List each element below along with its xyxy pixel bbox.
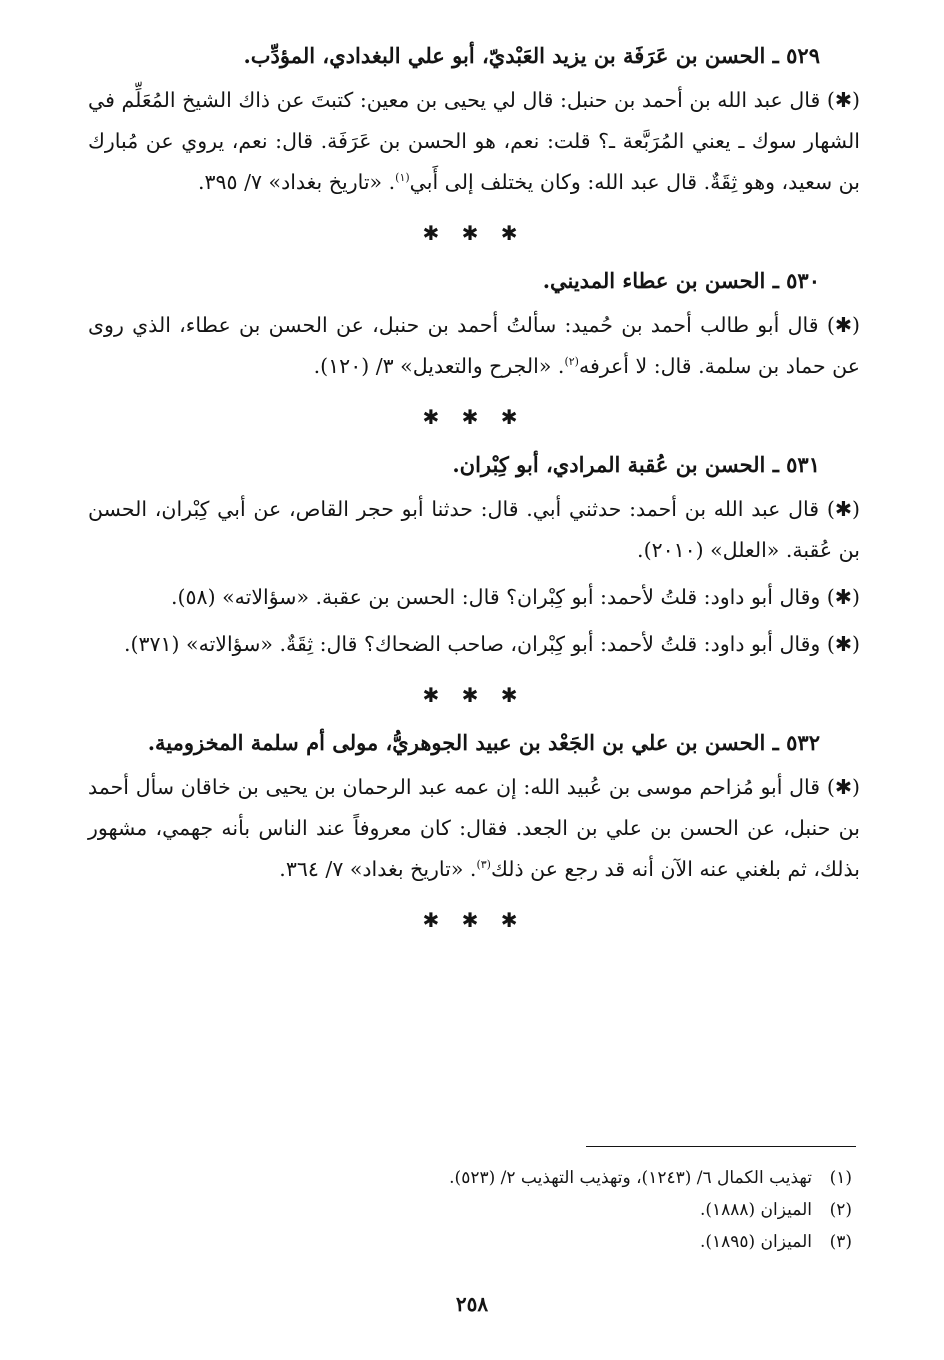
entry-heading: ٥٣١ ـ الحسن بن عُقبة المرادي، أبو كِبْران. (452, 452, 820, 477)
section-separator: ✱ ✱ ✱ (422, 908, 526, 932)
page-body (88, 40, 860, 952)
entry-heading: ٥٢٩ ـ الحسن بن عَرَفَة بن يزيد العَبْديّ، أبو علي البغدادي، المؤدِّب. (243, 43, 820, 68)
entry-paragraph: (✱) وقال أبو داود: قلتُ لأحمد: أبو كِبْران؟ قال: الحسن بن عقبة. «سؤالاته» (٥٨). (171, 585, 860, 609)
entry-paragraph (88, 767, 860, 890)
section-separator: ✱ ✱ ✱ (422, 221, 526, 245)
entry-heading: ٥٣٠ ـ الحسن بن عطاء المديني. (542, 268, 820, 293)
footnote-item (152, 1226, 852, 1258)
footnote-ref[interactable]: (٣) (476, 858, 491, 872)
footnote-text: الميزان (١٨٨٨). (699, 1200, 812, 1220)
footnote-divider (586, 1146, 856, 1147)
entry-530 (88, 265, 860, 387)
footnotes (152, 1162, 852, 1258)
entry-paragraph: (✱) قال عبد الله بن أحمد: حدثني أبي. قال: حدثنا أبو حجر القاص، عن أبي كِبْران، الحسن بن عُقبة. «العلل» (٢٠١٠). (88, 497, 860, 562)
footnote-number: (٢) (829, 1200, 852, 1220)
entry-529 (88, 40, 860, 203)
footnote-item (152, 1162, 852, 1194)
entry-heading: ٥٣٢ ـ الحسن بن علي بن الجَعْد بن عبيد الجوهريُّ، مولى أم سلمة المخزومية. (147, 730, 820, 755)
section-separator: ✱ ✱ ✱ (422, 683, 526, 707)
paragraph-source: . «تاريخ بغداد» ٧/ ٣٦٤. (279, 857, 477, 881)
footnote-ref[interactable]: (٢) (564, 355, 579, 369)
footnote-text: تهذيب الكمال ٦/ (١٢٤٣)، وتهذيب التهذيب ٢/ (٥٢٣). (449, 1168, 812, 1188)
paragraph-text: (✱) قال أبو مُزاحم موسى بن عُبيد الله: إن عمه عبد الرحمان بن يحيى بن خاقان سأل أحمد بن حنبل، عن الحسن بن علي بن الجعد. فقال: كان معروفاً عند الناس بأنه جهمي، مشهور بذلك، ثم بلغني عنه الآن أنه قد رجع عن ذلك (88, 775, 860, 881)
entry-531 (88, 449, 860, 665)
footnote-number: (٣) (829, 1232, 852, 1252)
section-separator: ✱ ✱ ✱ (422, 405, 526, 429)
paragraph-text: (✱) قال عبد الله بن أحمد بن حنبل: قال لي يحيى بن معين: كتبتَ عن ذاك الشيخ المُعَلِّم في الشهار سوك ـ يعني المُرَبَّعة ـ؟ قلت: نعم، هو الحسن بن عَرَفَة. قال: نعم، يروي عن مُبارك بن سعيد، وهو ثِقَةٌ. قال عبد الله: وكان يختلف إلى أَبي (88, 88, 860, 194)
footnote-text: الميزان (١٨٩٥). (699, 1232, 812, 1252)
footnote-number: (١) (829, 1168, 852, 1188)
footnote-ref[interactable]: (١) (395, 171, 410, 185)
footnote-item (152, 1194, 852, 1226)
paragraph-text: (✱) قال أبو طالب أحمد بن حُميد: سألتُ أحمد بن حنبل، عن الحسن بن عطاء، الذي روى عن حماد بن سلمة. قال: لا أعرفه (88, 313, 860, 378)
entry-paragraph (88, 305, 860, 387)
entry-paragraph: (✱) وقال أبو داود: قلتُ لأحمد: أبو كِبْران، صاحب الضحاك؟ قال: ثِقَةٌ. «سؤالاته» (٣٧١). (123, 632, 860, 656)
page-number: ٢٥٨ (455, 1292, 489, 1316)
paragraph-source: . «تاريخ بغداد» ٧/ ٣٩٥. (197, 170, 396, 194)
entry-paragraph (88, 80, 860, 203)
paragraph-source: . «الجرح والتعديل» ٣/ (١٢٠). (313, 354, 565, 378)
entry-532 (88, 727, 860, 890)
